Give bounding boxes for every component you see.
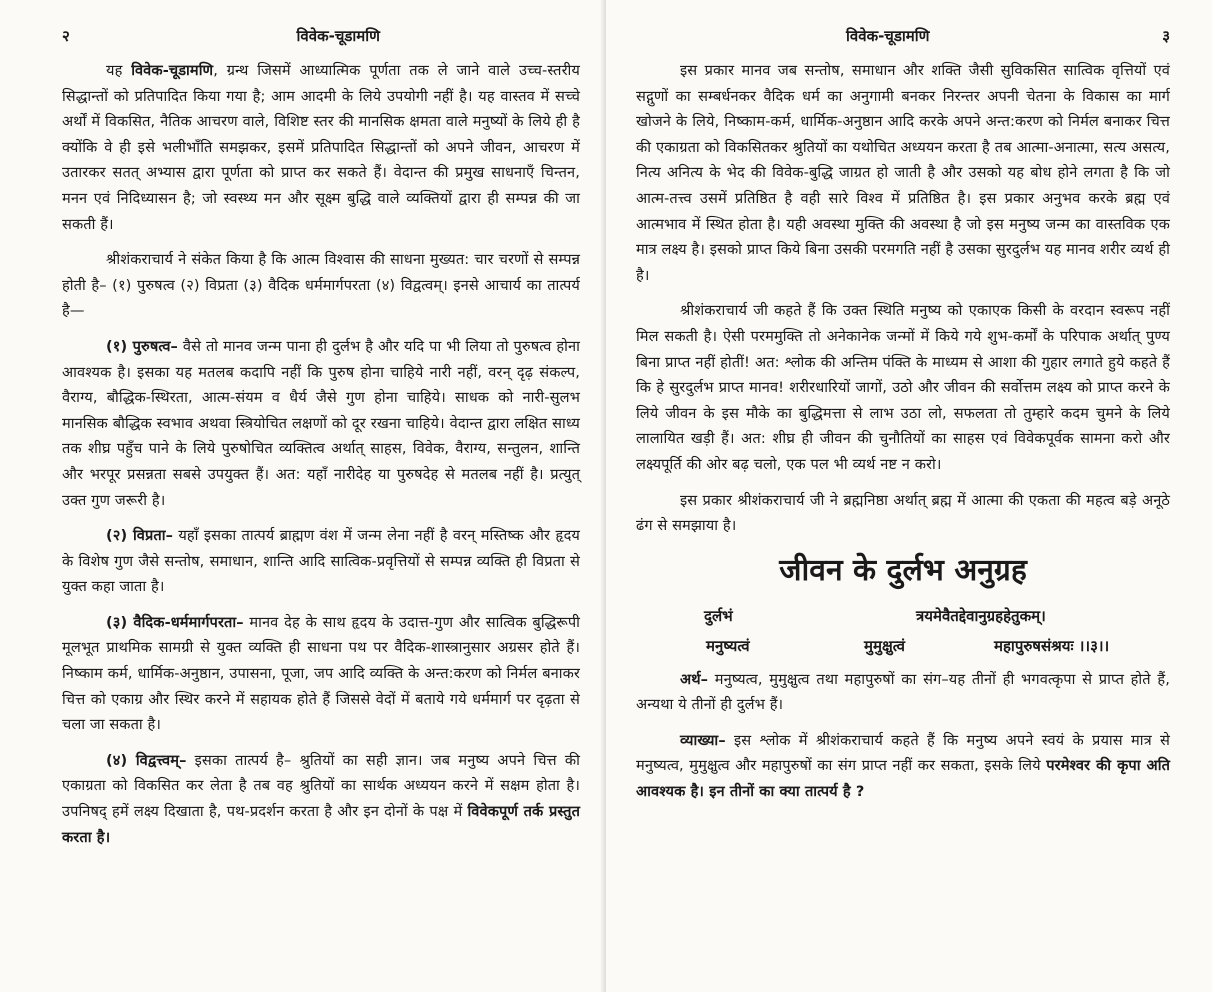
item-text: यहाँ इसका तात्पर्य ब्राह्मण वंश में जन्म लेना नहीं है वरन् मस्तिष्क और हृदय के विशेष गुण जैसे सन्तोष, समाधान, शान्ति आदि सात्विक-प्रवृत्तियों से सम्पन्न व्यक्ति ही विप्रता से युक्त कहा जाता है। [62, 527, 580, 596]
meaning-paragraph [636, 667, 1170, 718]
right-page [606, 0, 1212, 992]
explanation-text: इस श्लोक में श्रीशंकराचार्य कहते हैं कि मनुष्य अपने स्वयं के प्रयास मात्र से मनुष्यत्व, मुमुक्षुत्व और महापुरुषों का संग प्राप्त नहीं कर सकता, इसके लिये [636, 731, 1170, 775]
explanation-bold-tail: परमेश्वर की कृपा अति आवश्यक है। इन तीनों का क्या तात्पर्य है ? [636, 757, 1170, 801]
right-page-number: ३ [1162, 27, 1170, 45]
verse-word: मनुष्यत्वं [706, 636, 750, 655]
left-running-title: विवेक-चूडामणि [296, 27, 380, 45]
item-heading: (४) विद्वत्त्वम्– [106, 751, 187, 769]
item-vaidik-dharmamargaparata [62, 610, 580, 738]
explanation-paragraph [636, 728, 1170, 805]
verse-word: मुमुक्षुत्वं [864, 636, 906, 655]
right-paragraph-1: इस प्रकार मानव जब सन्तोष, समाधान और शक्ति जैसी सुविकसित सात्विक वृत्तियों एवं सद्गुणों का सम्बर्धनकर वैदिक धर्म का अनुगामी बनकर निरन्तर अपनी चेतना के विकास का मार्ग खोजने के लिये, निष्काम-कर्म, धार्मिक-अनुष्ठान आदि करके अपने अन्त:करण को निर्मल बनाकर चित्त की एकाग्रता को विकसितकर श्रुतियों का यथोचित अध्ययन करता है तब आत्मा-अनात्मा, सत्य असत्य, नित्य अनित्य के भेद की विवेक-बुद्धि जाग्रत हो जाती है और उसको यह बोध होने लगता है कि जो आत्म-तत्त्व उसमें प्रतिष्ठित है वही सारे विश्व में प्रतिष्ठित है। इस प्रकार अनुभव करके ब्रह्म एवं आत्मभाव में स्थित होता है। यही अवस्था मुक्ति की अवस्था है जो इस मनुष्य जन्म का वास्तविक एक मात्र लक्ष्य है। इसको प्राप्त किये बिना उसकी परमगति नहीं है उसका सुरदुर्लभ यह मानव शरीर व्यर्थ ही है। [636, 62, 1170, 284]
left-page-number: २ [62, 27, 70, 45]
item-text: मानव देह के साथ हृदय के उदात्त-गुण और सात्विक बुद्धिरूपी मूलभूत प्राथमिक सामग्री से युक्त व्यक्ति ही साधना पथ पर वैदिक-शास्त्रानुसार अग्रसर होते हैं। निष्काम कर्म, धार्मिक-अनुष्ठान, उपासना, पूजा, जप आदि व्यक्ति के अन्त:करण को निर्मल बनाकर चित्त को एकाग्र और स्थिर करने में सहायक होते हैं जिससे वेदों में बताये गये धर्ममार्ग पर दृढ़ता से चला जा सकता है। [62, 613, 580, 734]
item-text-bold-tail: विवेकपूर्ण तर्क प्रस्तुत करता है। [62, 803, 580, 846]
item-heading: (१) पुरुषत्व– [106, 337, 178, 355]
intro-text-start: यह [106, 62, 132, 79]
verse-word: दुर्लभं [704, 606, 733, 625]
verse-line-2 [636, 631, 1170, 661]
item-purushatva [62, 334, 580, 513]
intro-text-rest: , ग्रन्थ जिसमें आध्यात्मिक पूर्णता तक ले जाने वाले उच्च-स्तरीय सिद्धान्तों को प्रतिपादित किया गया है; आम आदमी के लिये उपयोगी नहीं है। यह वास्तव में सच्चे अर्थों में विकसित, नैतिक आचरण वाले, विशिष्ट स्तर की मानसिक क्षमता वाले मनुष्यों के लिये ही है क्योंकि वे ही इसे भलीभाँति समझकर, इसमें प्रतिपादित सिद्धान्तों को अपने जीवन, आचरण में उतारकर सतत् अभ्यास द्वारा पूर्णता को प्राप्त कर सकते हैं। वेदान्त की प्रमुख साधनाएँ चिन्तन, मनन एवं निदिध्यासन है; जो स्वस्थ्य मन और सूक्ष्म बुद्धि वाले व्यक्तियों द्वारा ही सम्पन्न की जा सकती हैं। [62, 62, 580, 233]
item-heading: (३) वैदिक-धर्ममार्गपरता– [106, 613, 244, 631]
verse-word: त्रयमेवैतद्देवानुग्रहहेतुकम्। [916, 606, 1046, 625]
right-paragraph-2: श्रीशंकराचार्य जी कहते हैं कि उक्त स्थिति मनुष्य को एकाएक किसी के वरदान स्वरूप नहीं मिल सकती है। ऐसी परममुक्ति तो अनेकानेक जन्मों में किये गये शुभ-कर्मों के परिपाक अर्थात् पुण्य बिना प्राप्त नहीं होतीं! अत: श्लोक की अन्तिम पंक्ति के माध्यम से आशा की गुहार लगाते हुये कहते हैं कि हे सुरदुर्लभ प्राप्त मानव! शरीरधारियों जागों, उठो और जीवन की सर्वोत्तम लक्ष्य को प्राप्त करने के लिये जीवन के इस मौके का बुद्धिमत्ता से लाभ उठा लो, सफलता तो तुम्हारे कदम चुमने के लिये लालायित खड़ी हैं। अत: शीघ्र ही जीवन की चुनौतियों का साहस एवं विवेकपूर्वक सामना करो और लक्ष्यपूर्ति की ओर बढ़ चलो, एक पल भी व्यर्थ नष्ट न करो। [636, 302, 1170, 473]
right-running-head [636, 26, 1170, 52]
section-title: जीवन के दुर्लभ अनुग्रह [779, 552, 1027, 588]
verse-word: महापुरुषसंश्रयः ।।३।। [994, 636, 1110, 655]
meaning-text: मनुष्यत्व, मुमुक्षुत्व तथा महापुरुषों का संग–यह तीनों ही भगवत्कृपा से प्राप्त होते हैं, अन्यथा ये तीनों ही दुर्लभ हैं। [636, 670, 1170, 714]
right-running-title: विवेक-चूडामणि [846, 27, 930, 45]
left-running-head [62, 26, 580, 52]
item-viprata [62, 523, 580, 600]
book-title-inline: विवेक-चूडामणि [131, 62, 214, 79]
intro-paragraph-2: श्रीशंकराचार्य ने संकेत किया है कि आत्म विश्वास की साधना मुख्यत: चार चरणों से सम्पन्न होती है– (१) पुरुषत्व (२) विप्रता (३) वैदिक धर्ममार्गपरता (४) विद्वत्वम्। इनसे आचार्य का तात्पर्य है— [62, 251, 580, 320]
item-text: इसका तात्पर्य है– श्रुतियों का सही ज्ञान। जब मनुष्य अपने चित्त की एकाग्रता को विकसित कर लेता है तब वह श्रुतियों का सार्थक अध्ययन करने में सक्षम होता है। उपनिषद् हमें लक्ष्य दिखाता है, पथ-प्रदर्शन करता है और इन दोनों के पक्ष में [62, 751, 580, 821]
item-text: वैसे तो मानव जन्म पाना ही दुर्लभ है और यदि पा भी लिया तो पुरुषत्व होना आवश्यक है। इसका यह मतलब कदापि नहीं कि पुरुष होना चाहिये नारी नहीं, वरन् दृढ़ संकल्प, वैराग्य, बौद्धिक-स्थिरता, आत्म-संयम व धैर्य जैसे गुण होना चाहिये। साधक को नारी-सुलभ मानसिक बौद्धिक स्वभाव अथवा स्त्रियोचित लक्षणों को दूर रखना चाहिये। वेदान्त द्वारा लक्षित साध्य तक शीघ्र पहुँच पाने के लिये पुरुषोचित व्यक्तित्व अर्थात् साहस, विवेक, वैराग्य, सन्तुलन, शान्ति और भरपूर प्रसन्नता सबसे उपयुक्त हैं। अत: यहाँ नारीदेह या पुरुषदेह से मतलब नहीं है। प्रत्युत् उक्त गुण जरूरी है। [62, 337, 580, 509]
verse-line-1 [636, 601, 1170, 631]
sanskrit-verse [636, 601, 1170, 661]
intro-paragraph-1 [62, 58, 580, 237]
item-heading: (२) विप्रता– [106, 527, 174, 545]
explanation-label: व्याख्या– [680, 731, 726, 749]
meaning-label: अर्थ– [680, 670, 709, 688]
item-vidvattvam [62, 748, 580, 850]
right-paragraph-3: इस प्रकार श्रीशंकराचार्य जी ने ब्रह्मनिष्ठा अर्थात् ब्रह्म में आत्मा की एकता की महत्व बड़े अनूठे ढंग से समझाया है। [636, 491, 1170, 535]
